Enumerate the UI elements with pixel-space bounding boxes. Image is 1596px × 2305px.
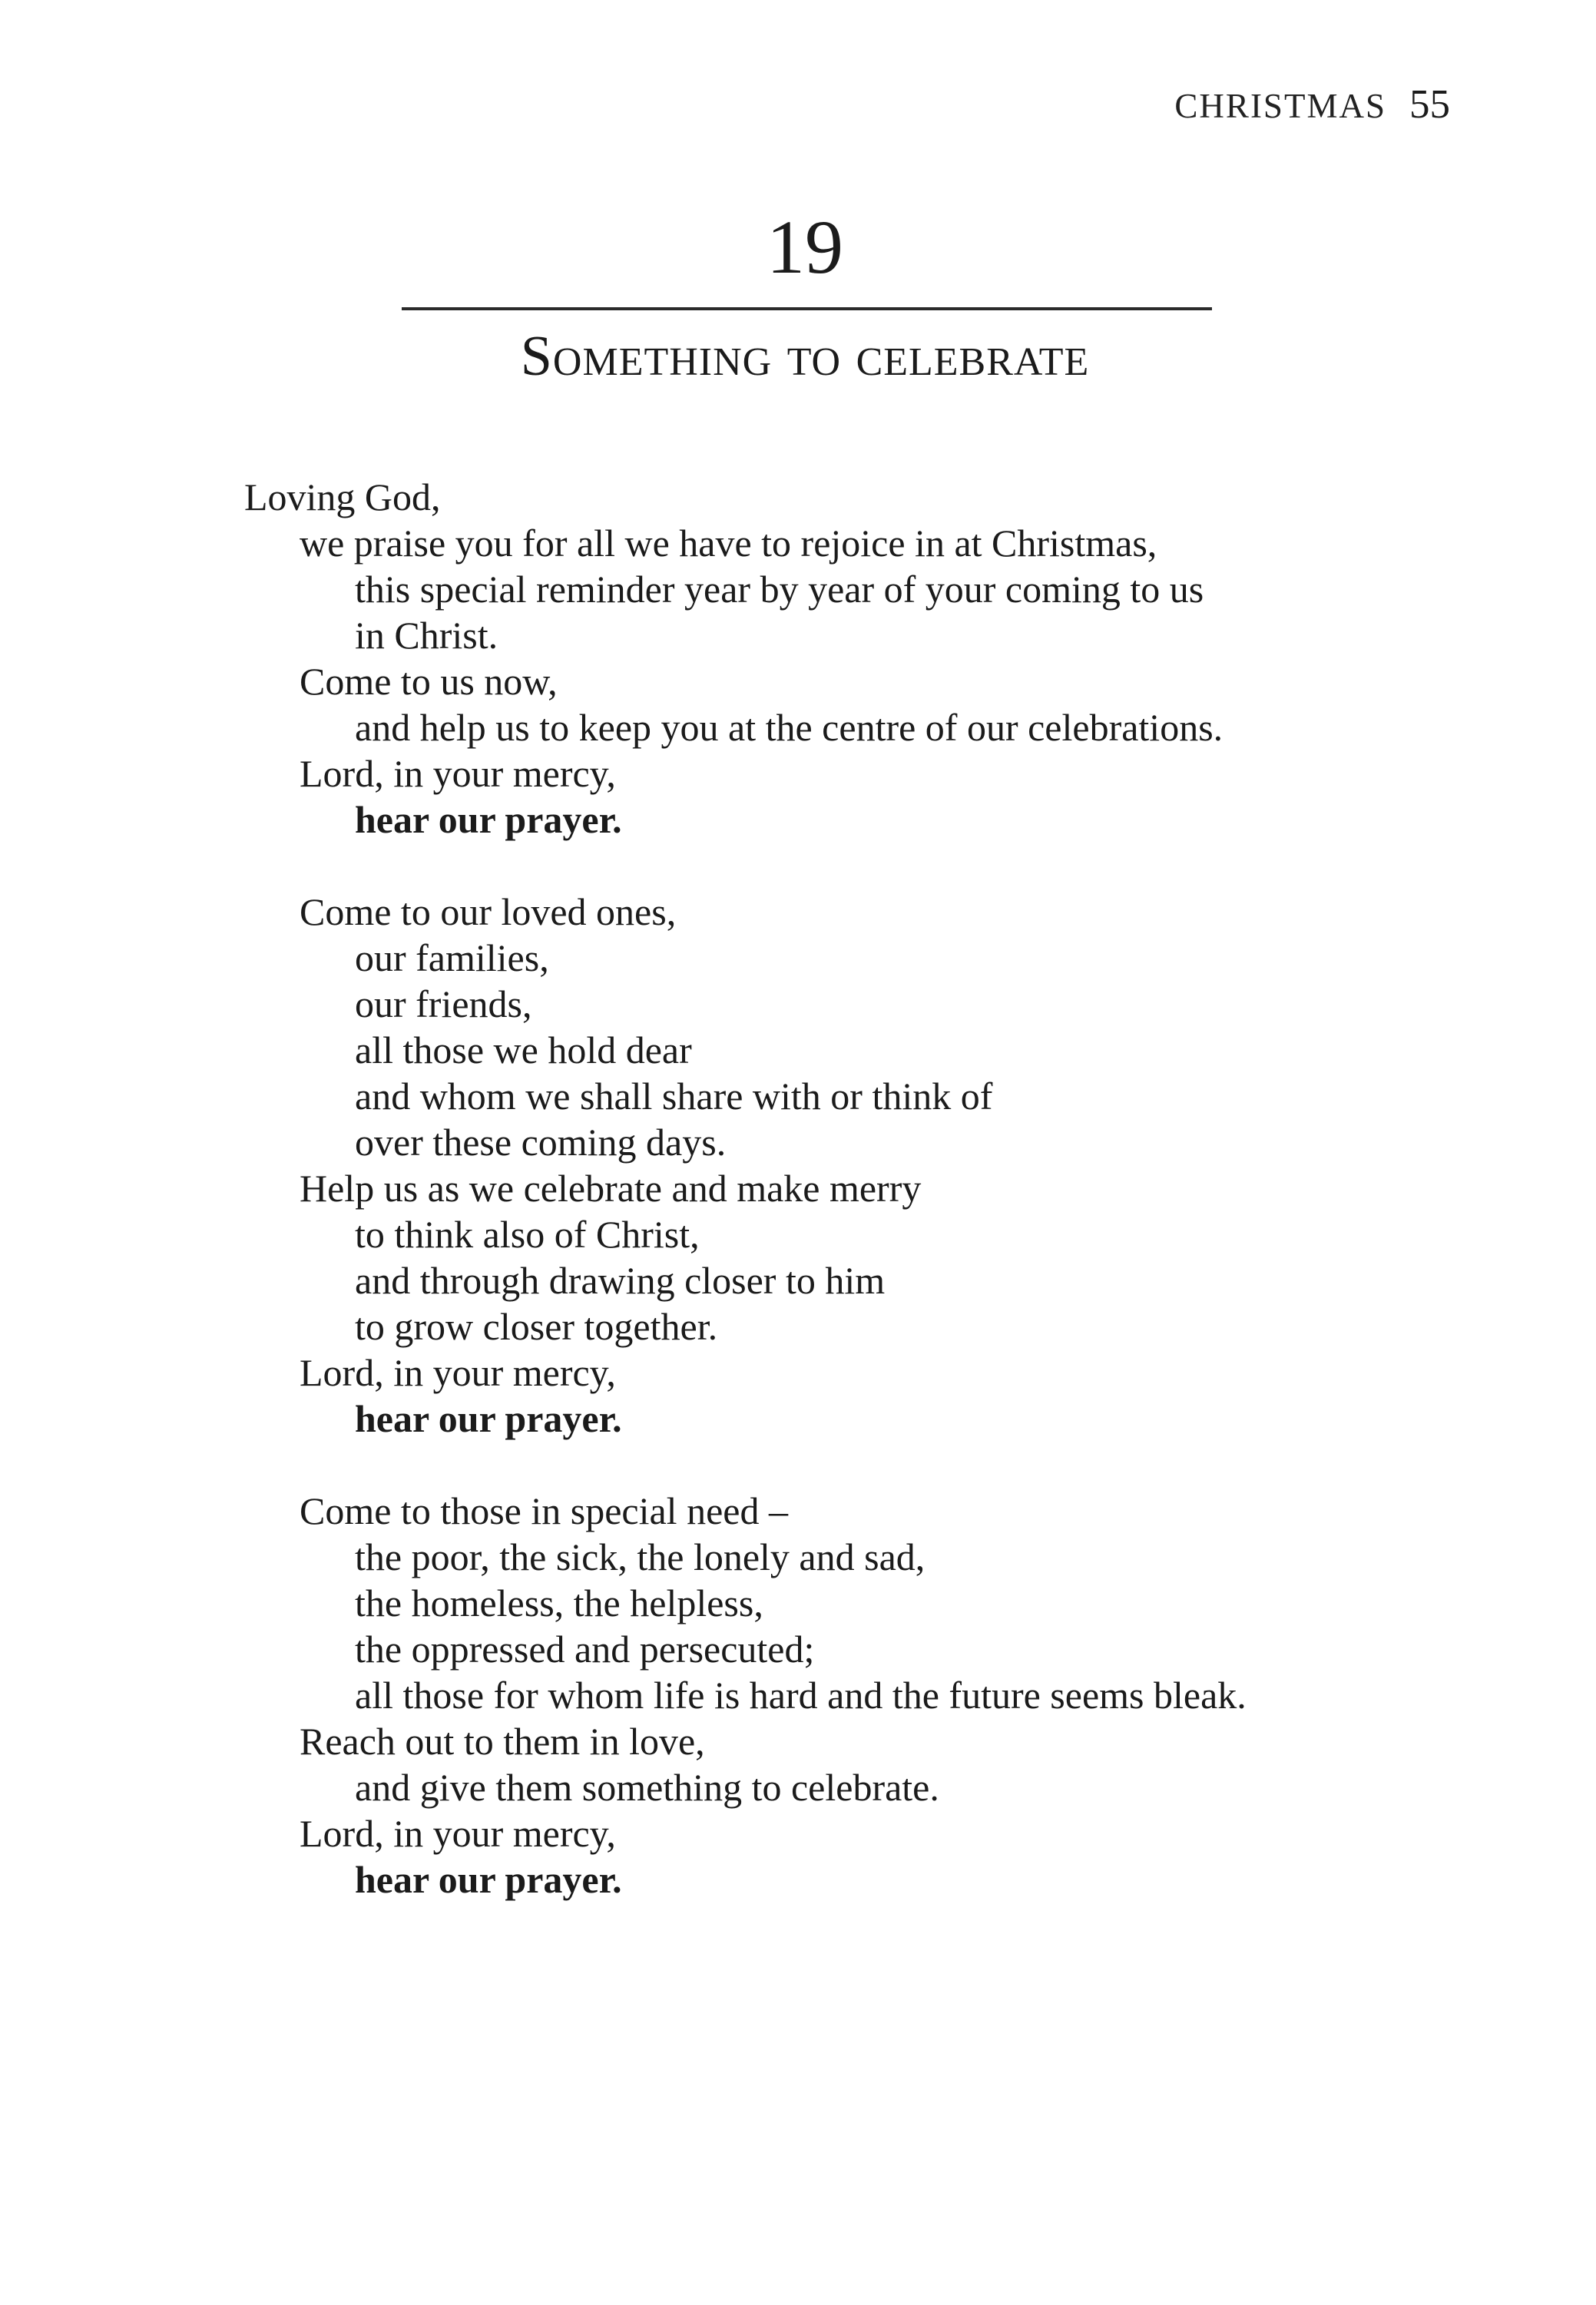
prayer-line: and whom we shall share with or think of <box>355 1075 993 1118</box>
page-number: 55 <box>1409 82 1450 127</box>
prayer-line: we praise you for all we have to rejoice in at Christmas, <box>300 522 1157 565</box>
prayer-line: and through drawing closer to him <box>355 1259 886 1302</box>
prayer-line: Lord, in your mercy, <box>300 1351 616 1394</box>
prayer-line: in Christ. <box>355 614 498 657</box>
prayer-line: Help us as we celebrate and make merry <box>300 1167 922 1210</box>
prayer-line: our families, <box>355 936 549 979</box>
prayer-line: the poor, the sick, the lonely and sad, <box>355 1535 925 1578</box>
prayer-line: Lord, in your mercy, <box>300 752 616 795</box>
prayer-line: all those for whom life is hard and the future seems bleak. <box>355 1674 1247 1717</box>
stanza <box>244 1488 1550 1903</box>
prayer-line: Reach out to them in love, <box>300 1720 705 1763</box>
prayer-line: Come to our loved ones, <box>300 890 677 933</box>
prayer-line: this special reminder year by year of your coming to us <box>355 568 1204 611</box>
title-rule <box>402 307 1212 310</box>
prayer-line: over these coming days. <box>355 1121 727 1164</box>
stanza <box>244 889 1550 1442</box>
prayer-line: Come to those in special need – <box>300 1489 788 1532</box>
running-head <box>1174 81 1450 128</box>
prayer-line: the oppressed and persecuted; <box>355 1628 815 1671</box>
prayer-response-line: hear our prayer. <box>355 1397 622 1440</box>
prayer-line: our friends, <box>355 982 532 1025</box>
prayer-line: Come to us now, <box>300 660 558 703</box>
prayer-line: all those we hold dear <box>355 1028 692 1071</box>
running-head-section: CHRISTMAS <box>1174 87 1386 125</box>
stanza <box>244 474 1550 843</box>
prayer-line: and help us to keep you at the centre of our celebrations. <box>355 706 1223 749</box>
prayer-line: and give them something to celebrate. <box>355 1766 939 1809</box>
prayer-response-line: hear our prayer. <box>355 1858 622 1901</box>
prayer-stanzas <box>244 474 1550 1949</box>
chapter-number: 19 <box>767 204 843 290</box>
prayer-line: Lord, in your mercy, <box>300 1812 616 1855</box>
prayer-line: to grow closer together. <box>355 1305 718 1348</box>
prayer-line: to think also of Christ, <box>355 1213 700 1256</box>
prayer-line: the homeless, the helpless, <box>355 1581 763 1624</box>
prayer-line: Loving God, <box>244 475 441 518</box>
chapter-title: Something to celebrate <box>520 325 1090 388</box>
prayer-response-line: hear our prayer. <box>355 798 622 841</box>
